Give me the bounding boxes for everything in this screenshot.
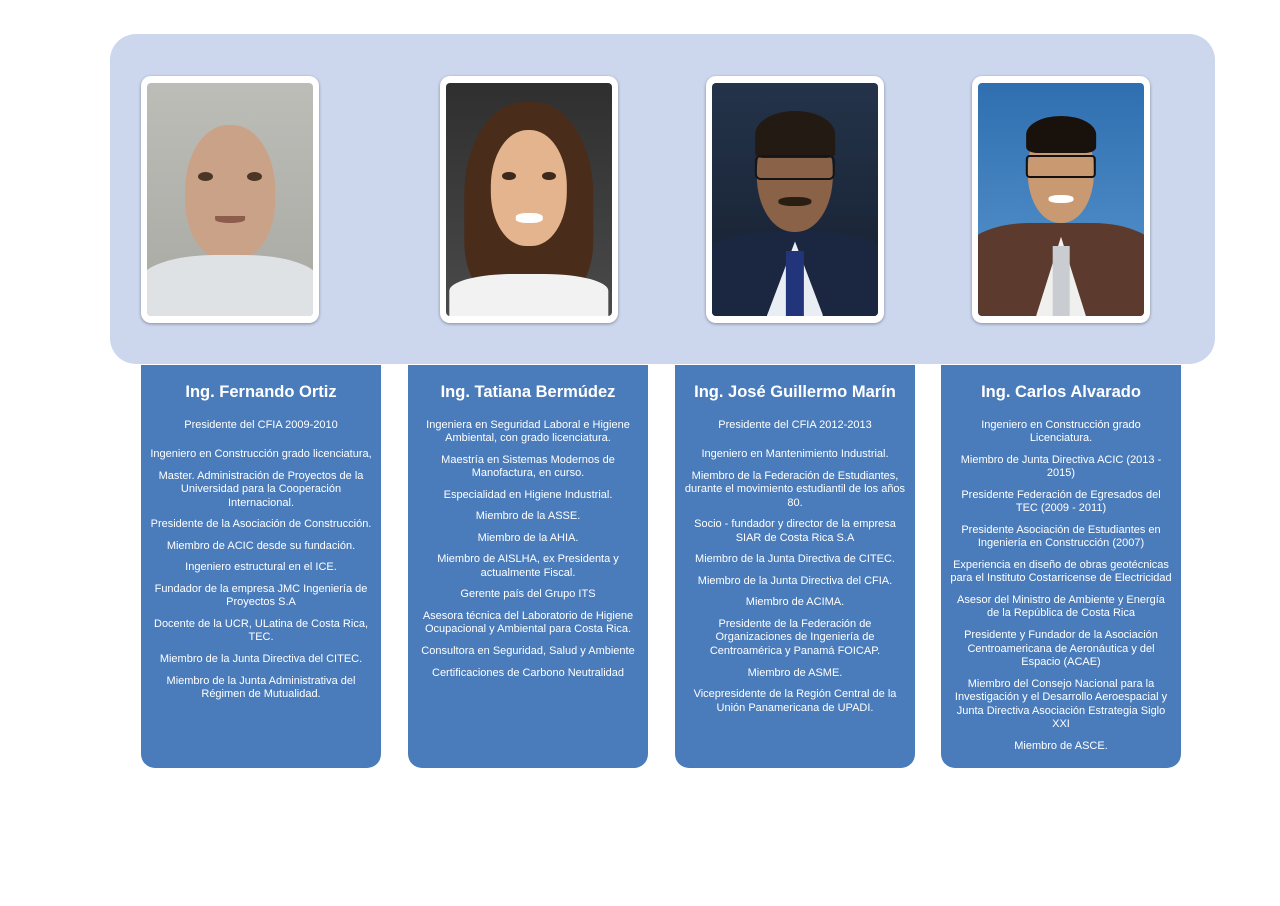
profile-detail-line: Maestría en Sistemas Modernos de Manofactura, en curso. bbox=[441, 453, 615, 480]
profile-name: Ing. Tatiana Bermúdez bbox=[440, 383, 616, 401]
photo-frame-carlos-alvarado bbox=[972, 76, 1150, 323]
profile-detail-line: Ingeniero en Mantenimiento Industrial. bbox=[701, 448, 889, 461]
portrait-hair bbox=[755, 111, 835, 158]
profile-detail-line: Ingeniero en Construcción grado licenciatura, bbox=[150, 448, 372, 461]
profile-detail-line: Miembro de Junta Directiva ACIC (2013 - 2015) bbox=[960, 453, 1162, 480]
profile-detail-line: Miembro de la Federación de Estudiantes, durante el movimiento estudiantil de los años 80. bbox=[684, 469, 906, 509]
profile-name: Ing. Fernando Ortiz bbox=[185, 383, 337, 401]
profile-detail-line: Asesor del Ministro de Ambiente y Energía de la República de Costa Rica bbox=[957, 593, 1165, 620]
portrait-eye-left bbox=[502, 172, 515, 180]
photo-frame-fernando-ortiz bbox=[141, 76, 319, 323]
profile-detail-line: Miembro de la Junta Directiva del CFIA. bbox=[697, 574, 893, 587]
profile-detail-line: Fundador de la empresa JMC Ingeniería de Proyectos S.A bbox=[154, 582, 368, 609]
profile-detail-line: Ingeniero estructural en el ICE. bbox=[185, 561, 337, 574]
portrait-eye-left bbox=[198, 172, 213, 181]
portrait-mouth bbox=[1049, 195, 1074, 203]
profile-card-carlos-alvarado bbox=[941, 365, 1181, 768]
profile-detail-line: Vicepresidente de la Región Central de la Unión Panamericana de UPADI. bbox=[693, 688, 897, 714]
photo-frame-tatiana-bermudez bbox=[440, 76, 618, 323]
profile-detail-line: Presidente del CFIA 2012-2013 bbox=[718, 418, 872, 431]
profile-detail-line: Experiencia en diseño de obras geotécnicas para el Instituto Costarricense de Electricidad bbox=[950, 558, 1172, 585]
profile-details bbox=[684, 419, 906, 715]
portrait-tie bbox=[1053, 246, 1070, 316]
profile-detail-line: Miembro de ASME. bbox=[747, 666, 843, 679]
profile-card-jose-guillermo-marin bbox=[675, 365, 915, 768]
profile-detail-line: Master. Administración de Proyectos de la Universidad para la Cooperación Internacional. bbox=[158, 469, 364, 509]
profile-detail-line: Ingeniera en Seguridad Laboral e Higiene Ambiental, con grado licenciatura. bbox=[426, 418, 630, 445]
portrait-glasses bbox=[755, 155, 835, 180]
profile-detail-line: Miembro de la Junta Directiva del CITEC. bbox=[159, 652, 363, 665]
profile-detail-line: Docente de la UCR, ULatina de Costa Rica, TEC. bbox=[154, 617, 368, 644]
photo-frame-jose-guillermo-marin bbox=[706, 76, 884, 323]
profile-detail-line: Especialidad en Higiene Industrial. bbox=[443, 488, 613, 501]
profile-detail-line: Presidente y Fundador de la Asociación Centroamericana de Aeronáutica y del Espacio (ACAE) bbox=[964, 628, 1158, 669]
portrait-carlos-alvarado bbox=[978, 83, 1144, 316]
profile-detail-line: Miembro de ASCE. bbox=[1014, 739, 1108, 752]
profile-detail-line: Presidente de la Federación de Organizaciones de Ingeniería de Centroamérica y Panamá FOICAP. bbox=[709, 617, 881, 657]
portrait-tie bbox=[786, 251, 804, 316]
profile-detail-line: Miembro de la AHIA. bbox=[477, 531, 579, 544]
portrait-shirt bbox=[147, 255, 313, 316]
portrait-hair bbox=[1026, 116, 1096, 153]
portrait-eye-right bbox=[542, 172, 555, 180]
profile-detail-line: Presidente Federación de Egresados del TEC (2009 - 2011) bbox=[961, 488, 1161, 515]
profile-details bbox=[150, 419, 372, 702]
profile-detail-line: Miembro de la Junta Directiva de CITEC. bbox=[695, 553, 895, 566]
portrait-tatiana-bermudez bbox=[446, 83, 612, 316]
portrait-head bbox=[491, 130, 567, 247]
profile-detail-line: Miembro del Consejo Nacional para la Investigación y el Desarrollo Aeroespacial y Junta Directiva Asociación Estrategia Siglo XXI bbox=[954, 677, 1168, 731]
portrait-moustache bbox=[778, 197, 811, 206]
portrait-eye-right bbox=[247, 172, 262, 181]
profile-card-tatiana-bermudez bbox=[408, 365, 648, 768]
portrait-mouth bbox=[516, 213, 543, 222]
profile-detail-line: Gerente país del Grupo ITS bbox=[460, 588, 596, 601]
profile-detail-line: Asesora técnica del Laboratorio de Higiene Ocupacional y Ambiental para Costa Rica. bbox=[422, 609, 634, 636]
profile-details bbox=[950, 419, 1172, 753]
portrait-shirt bbox=[449, 274, 608, 316]
profile-detail-line: Miembro de ACIC desde su fundación. bbox=[166, 539, 356, 552]
profile-name: Ing. Carlos Alvarado bbox=[981, 383, 1141, 401]
profile-details bbox=[417, 419, 639, 680]
profile-detail-line: Socio - fundador y director de la empresa SIAR de Costa Rica S.A bbox=[694, 518, 896, 544]
portrait-fernando-ortiz bbox=[147, 83, 313, 316]
profile-detail-line: Miembro de AISLHA, ex Presidenta y actualmente Fiscal. bbox=[437, 553, 619, 579]
profile-detail-line: Certificaciones de Carbono Neutralidad bbox=[432, 666, 624, 679]
profile-detail-line: Miembro de la ASSE. bbox=[475, 510, 581, 523]
profile-detail-line: Presidente de la Asociación de Construcción. bbox=[150, 518, 372, 531]
profile-detail-line: Presidente Asociación de Estudiantes en Ingeniería en Construcción (2007) bbox=[961, 523, 1161, 550]
profile-card-fernando-ortiz bbox=[141, 365, 381, 768]
profile-detail-line: Presidente del CFIA 2009-2010 bbox=[184, 418, 338, 431]
portrait-mouth bbox=[215, 216, 245, 223]
profile-detail-line: Ingeniero en Construcción grado Licenciatura. bbox=[981, 418, 1141, 445]
portrait-jose-guillermo-marin bbox=[712, 83, 878, 316]
portrait-glasses bbox=[1026, 155, 1096, 178]
portrait-head bbox=[185, 125, 275, 260]
profile-detail-line: Miembro de ACIMA. bbox=[745, 596, 845, 609]
profile-detail-line: Miembro de la Junta Administrativa del Régimen de Mutualidad. bbox=[166, 674, 356, 701]
profile-name: Ing. José Guillermo Marín bbox=[694, 383, 896, 401]
profile-detail-line: Consultora en Seguridad, Salud y Ambiente bbox=[421, 644, 635, 657]
